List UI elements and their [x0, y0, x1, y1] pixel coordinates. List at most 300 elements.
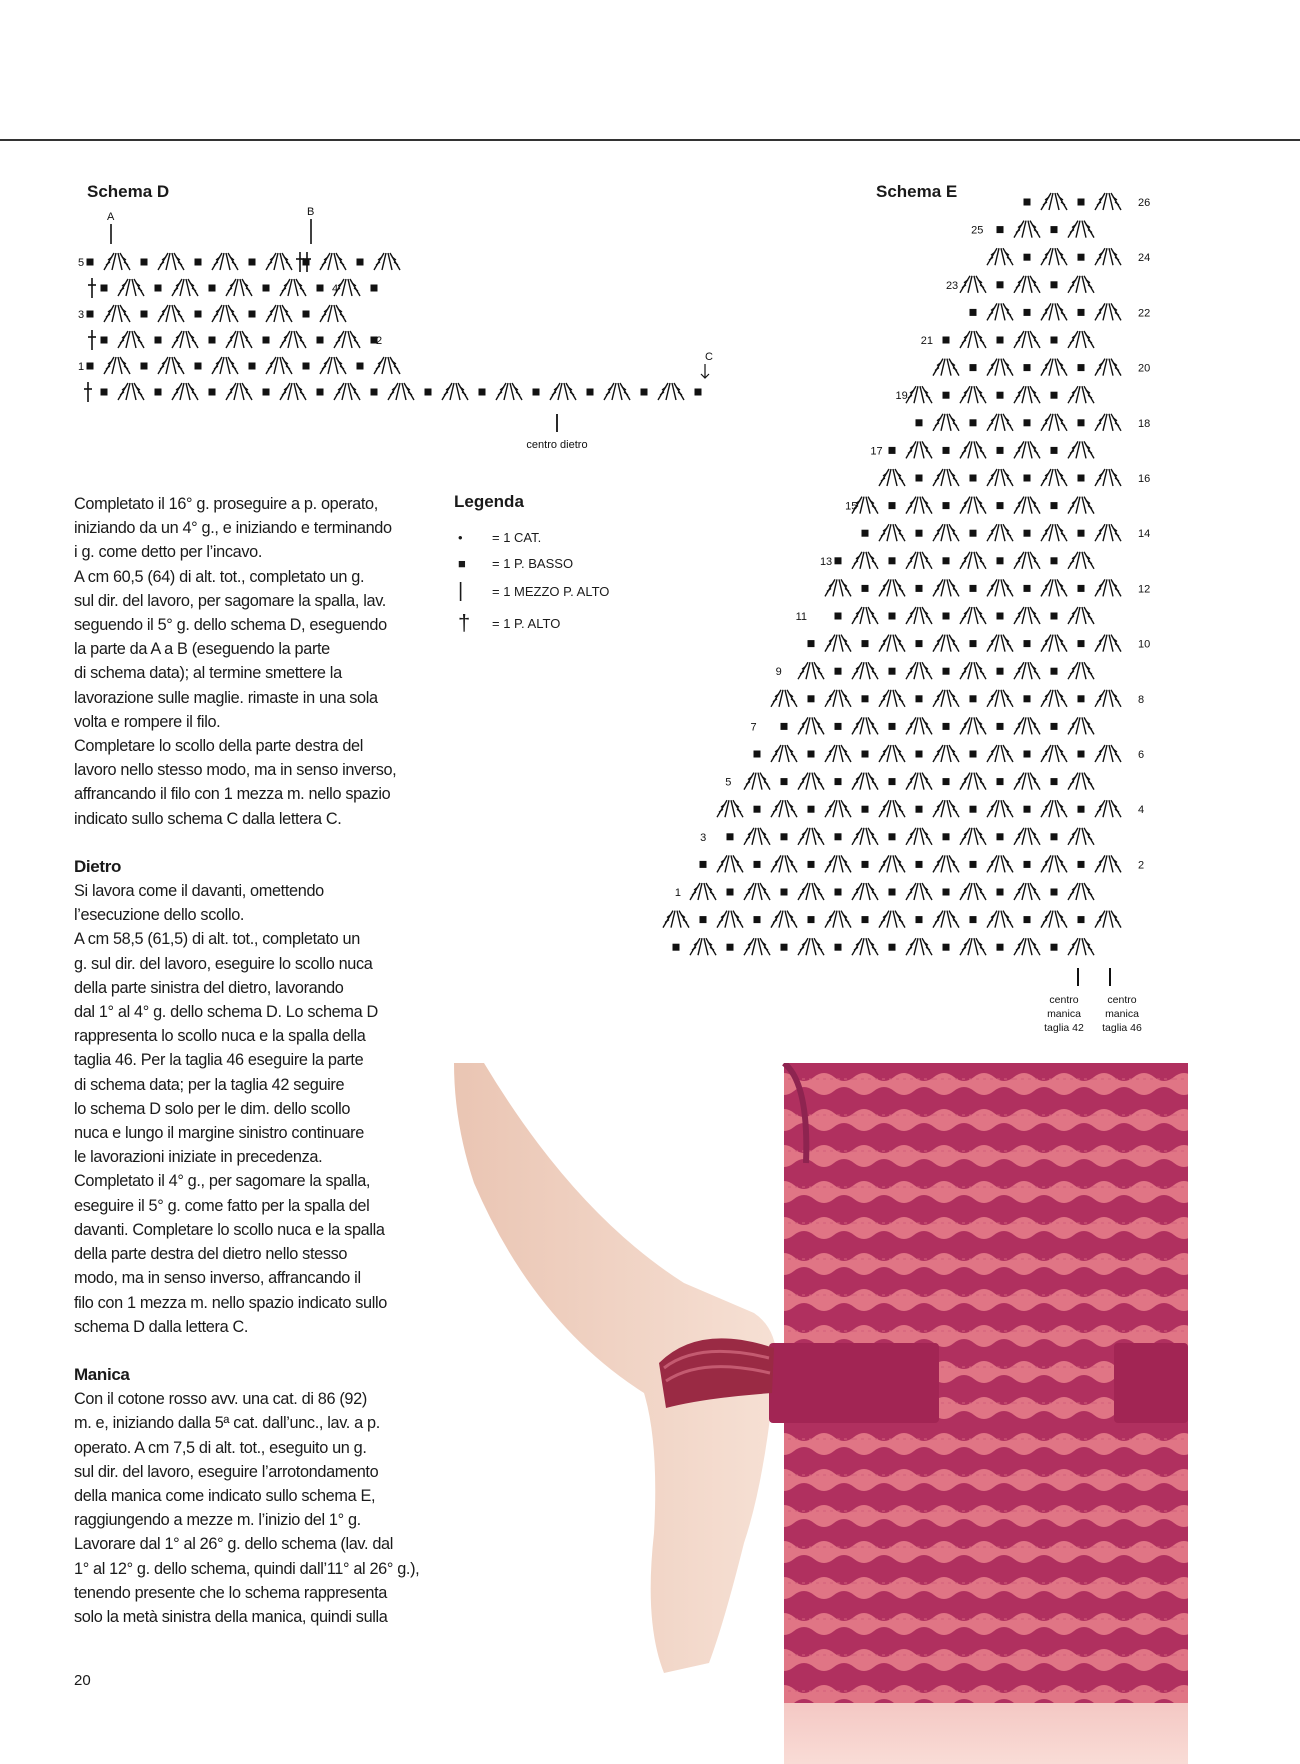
- single-crochet-mark: [997, 226, 1004, 233]
- text-line: eseguire il 5° g. come fatto per la spalla del: [74, 1196, 370, 1215]
- row-number-label: 6: [1138, 749, 1145, 761]
- single-crochet-mark: [943, 447, 950, 454]
- fan-stitch-mark: [879, 524, 905, 541]
- single-crochet-mark: [1078, 530, 1085, 537]
- single-crochet-symbol: ■: [458, 555, 466, 571]
- single-crochet-mark: [1051, 723, 1058, 730]
- single-crochet-mark: [808, 751, 815, 758]
- single-crochet-mark: [87, 311, 94, 318]
- fan-stitch-mark: [987, 635, 1013, 652]
- single-crochet-mark: [195, 363, 202, 370]
- point-b-label: B: [307, 206, 315, 218]
- text-line: schema D dalla lettera C.: [74, 1317, 249, 1336]
- single-crochet-mark: [808, 861, 815, 868]
- row-number-label: 2: [376, 335, 383, 347]
- text-line: sul dir. del lavoro, eseguire l’arrotondamento: [74, 1462, 379, 1481]
- fan-stitch-mark: [1014, 607, 1040, 624]
- fan-stitch-mark: [1041, 469, 1067, 486]
- single-crochet-mark: [1078, 419, 1085, 426]
- fan-stitch-mark: [1041, 800, 1067, 817]
- fan-stitch-mark: [771, 745, 797, 762]
- single-crochet-mark: [425, 389, 432, 396]
- single-crochet-mark: [970, 419, 977, 426]
- fan-stitch-mark: [906, 607, 932, 624]
- single-crochet-mark: [781, 723, 788, 730]
- single-crochet-mark: [997, 337, 1004, 344]
- fan-stitch-mark: [1068, 276, 1094, 293]
- fan-stitch-mark: [212, 305, 238, 322]
- fan-stitch-mark: [118, 331, 144, 348]
- single-crochet-mark: [943, 392, 950, 399]
- fan-stitch-mark: [987, 359, 1013, 376]
- text-line: le lavorazioni iniziate in precedenza.: [74, 1148, 323, 1167]
- row-number-label: 5: [78, 257, 85, 269]
- fan-stitch-mark: [906, 828, 932, 845]
- garment-photo: [454, 1063, 1188, 1764]
- single-crochet-mark: [1051, 502, 1058, 509]
- row-number-label: 14: [1138, 528, 1151, 541]
- single-crochet-mark: [1078, 695, 1085, 702]
- single-crochet-mark: [970, 640, 977, 647]
- row-number-label: 15: [845, 500, 858, 513]
- row-number-label: 4: [1138, 804, 1145, 817]
- fan-stitch-mark: [906, 662, 932, 679]
- single-crochet-mark: [1051, 226, 1058, 233]
- single-crochet-mark: [970, 475, 977, 482]
- text-line: operato. A cm 7,5 di alt. tot., eseguito un g.: [74, 1438, 367, 1457]
- fan-stitch-mark: [933, 911, 959, 928]
- fan-stitch-mark: [550, 383, 576, 400]
- fan-stitch-mark: [104, 305, 130, 322]
- text-line: taglia 46. Per la taglia 46 eseguire la parte: [74, 1051, 364, 1070]
- dietro-paragraph: [74, 879, 434, 1339]
- text-line: i g. come detto per l’incavo.: [74, 543, 263, 562]
- single-crochet-mark: [1051, 889, 1058, 896]
- fan-stitch-mark: [1068, 773, 1094, 790]
- center-46-label: centro: [1107, 994, 1137, 1006]
- fan-stitch-mark: [879, 690, 905, 707]
- fan-stitch-mark: [825, 800, 851, 817]
- fan-stitch-mark: [960, 331, 986, 348]
- single-crochet-mark: [889, 557, 896, 564]
- row-number-label: 1: [674, 887, 681, 899]
- fan-stitch-mark: [987, 855, 1013, 872]
- single-crochet-mark: [835, 557, 842, 564]
- legend-label: = 1 P. ALTO: [492, 615, 561, 631]
- fan-stitch-mark: [798, 717, 824, 734]
- fan-stitch-mark: [879, 579, 905, 596]
- row-number-label: 16: [1138, 473, 1151, 485]
- fan-stitch-mark: [1095, 635, 1121, 652]
- fan-stitch-mark: [987, 248, 1013, 265]
- text-line: Con il cotone rosso avv. una cat. di 86 (92): [74, 1390, 367, 1409]
- single-crochet-mark: [263, 285, 270, 292]
- row-number-label: 7: [750, 721, 757, 734]
- fan-stitch-mark: [852, 662, 878, 679]
- fan-stitch-mark: [906, 717, 932, 734]
- fan-stitch-mark: [960, 497, 986, 514]
- single-crochet-mark: [263, 389, 270, 396]
- point-c-label: C: [705, 351, 713, 363]
- single-crochet-mark: [195, 259, 202, 266]
- single-crochet-mark: [754, 916, 761, 923]
- single-crochet-mark: [781, 778, 788, 785]
- text-line: volta e rompere il filo.: [74, 712, 221, 731]
- single-crochet-mark: [1051, 778, 1058, 785]
- single-crochet-mark: [727, 889, 734, 896]
- single-crochet-mark: [889, 944, 896, 951]
- fan-stitch-mark: [960, 883, 986, 900]
- fan-stitch-mark: [1014, 552, 1040, 569]
- single-crochet-mark: [1024, 364, 1031, 371]
- fan-stitch-mark: [960, 938, 986, 955]
- fan-stitch-mark: [1068, 441, 1094, 458]
- row-number-label: 23: [945, 279, 959, 292]
- single-crochet-mark: [970, 585, 977, 592]
- fan-stitch-mark: [960, 386, 986, 403]
- fan-stitch-mark: [879, 745, 905, 762]
- fan-stitch-mark: [1041, 248, 1067, 265]
- fan-stitch-mark: [798, 938, 824, 955]
- single-crochet-mark: [835, 778, 842, 785]
- text-line: lavoro nello stesso modo, ma in senso inverso,: [74, 761, 397, 780]
- single-crochet-mark: [943, 778, 950, 785]
- fan-stitch-mark: [1095, 524, 1121, 541]
- single-crochet-mark: [970, 861, 977, 868]
- fan-stitch-mark: [690, 938, 716, 955]
- single-crochet-mark: [997, 447, 1004, 454]
- single-crochet-mark: [371, 285, 378, 292]
- fan-stitch-mark: [1068, 331, 1094, 348]
- single-crochet-mark: [1051, 392, 1058, 399]
- fan-stitch-mark: [717, 855, 743, 872]
- fan-stitch-mark: [825, 911, 851, 928]
- single-crochet-mark: [1024, 916, 1031, 923]
- row-number-label: 8: [1138, 693, 1145, 706]
- schema-d-chart: [70, 200, 730, 470]
- row-number-label: 3: [78, 309, 85, 321]
- fan-stitch-mark: [118, 279, 144, 296]
- fan-stitch-mark: [1095, 579, 1121, 596]
- half-double-symbol: |: [458, 579, 464, 602]
- single-crochet-mark: [155, 389, 162, 396]
- fan-stitch-mark: [717, 800, 743, 817]
- fan-stitch-mark: [104, 357, 130, 374]
- single-crochet-mark: [997, 668, 1004, 675]
- fan-stitch-mark: [1095, 303, 1121, 320]
- single-crochet-mark: [754, 806, 761, 813]
- single-crochet-mark: [479, 389, 486, 396]
- fan-stitch-mark: [960, 276, 986, 293]
- fan-stitch-mark: [1095, 800, 1121, 817]
- page-number: 20: [74, 1672, 91, 1689]
- fan-stitch-mark: [374, 357, 400, 374]
- single-crochet-mark: [997, 557, 1004, 564]
- fan-stitch-mark: [1014, 773, 1040, 790]
- single-crochet-mark: [1024, 419, 1031, 426]
- legend-label: = 1 CAT.: [492, 529, 542, 545]
- single-crochet-mark: [1024, 640, 1031, 647]
- fan-stitch-mark: [334, 331, 360, 348]
- fan-stitch-mark: [1095, 911, 1121, 928]
- fan-stitch-mark: [1014, 386, 1040, 403]
- fan-stitch-mark: [1068, 938, 1094, 955]
- single-crochet-mark: [808, 695, 815, 702]
- fan-stitch-mark: [172, 331, 198, 348]
- row-number-label: 2: [1138, 859, 1145, 872]
- fan-stitch-mark: [1095, 745, 1121, 762]
- single-crochet-mark: [1024, 806, 1031, 813]
- row-number-label: 1: [78, 361, 85, 373]
- fan-stitch-mark: [960, 773, 986, 790]
- fan-stitch-mark: [1014, 331, 1040, 348]
- fan-stitch-mark: [1041, 635, 1067, 652]
- single-crochet-mark: [997, 778, 1004, 785]
- intro-paragraph: [74, 492, 434, 831]
- fan-stitch-mark: [879, 800, 905, 817]
- fan-stitch-mark: [960, 441, 986, 458]
- single-crochet-mark: [1078, 585, 1085, 592]
- fan-stitch-mark: [987, 414, 1013, 431]
- text-line: solo la metà sinistra della manica, quindi sulla: [74, 1607, 388, 1626]
- fan-stitch-mark: [906, 552, 932, 569]
- single-crochet-mark: [1078, 640, 1085, 647]
- fan-stitch-mark: [987, 579, 1013, 596]
- text-line: raggiungendo a mezze m. l’inizio del 1° g.: [74, 1511, 361, 1530]
- fan-stitch-mark: [960, 662, 986, 679]
- fan-stitch-mark: [933, 635, 959, 652]
- fan-stitch-mark: [1095, 690, 1121, 707]
- fan-stitch-mark: [933, 855, 959, 872]
- text-line: seguendo il 5° g. dello schema D, eseguendo: [74, 616, 387, 635]
- fan-stitch-mark: [158, 357, 184, 374]
- fan-stitch-mark: [118, 383, 144, 400]
- fan-stitch-mark: [987, 745, 1013, 762]
- single-crochet-mark: [997, 889, 1004, 896]
- single-crochet-mark: [889, 833, 896, 840]
- single-crochet-mark: [317, 285, 324, 292]
- fan-stitch-mark: [1041, 193, 1067, 210]
- fan-stitch-mark: [1068, 552, 1094, 569]
- fan-stitch-mark: [852, 773, 878, 790]
- single-crochet-mark: [209, 337, 216, 344]
- fan-stitch-mark: [1068, 221, 1094, 238]
- fan-stitch-mark: [104, 253, 130, 270]
- single-crochet-mark: [997, 613, 1004, 620]
- single-crochet-mark: [916, 419, 923, 426]
- single-crochet-mark: [249, 311, 256, 318]
- row-number-label: 24: [1138, 252, 1151, 265]
- single-crochet-mark: [1078, 254, 1085, 261]
- fan-stitch-mark: [987, 690, 1013, 707]
- fan-stitch-mark: [960, 552, 986, 569]
- fan-stitch-mark: [266, 357, 292, 374]
- single-crochet-mark: [357, 363, 364, 370]
- row-number-label: 10: [1138, 638, 1151, 651]
- single-crochet-mark: [970, 364, 977, 371]
- instructions-text: [74, 492, 434, 1629]
- single-crochet-mark: [862, 695, 869, 702]
- text-line: indicato sullo schema C dalla lettera C.: [74, 809, 342, 828]
- fan-stitch-mark: [226, 383, 252, 400]
- row-number-label: 9: [775, 666, 782, 679]
- fan-stitch-mark: [906, 441, 932, 458]
- single-crochet-mark: [916, 585, 923, 592]
- text-line: dal 1° al 4° g. dello schema D. Lo schema D: [74, 1003, 378, 1022]
- single-crochet-mark: [727, 944, 734, 951]
- single-crochet-mark: [249, 259, 256, 266]
- fan-stitch-mark: [280, 331, 306, 348]
- fan-stitch-mark: [1095, 359, 1121, 376]
- row-number-label: 20: [1138, 362, 1151, 375]
- fan-stitch-mark: [496, 383, 522, 400]
- text-line: davanti. Completare lo scollo nuca e la spalla: [74, 1220, 385, 1239]
- fan-stitch-mark: [933, 745, 959, 762]
- single-crochet-mark: [673, 944, 680, 951]
- fan-stitch-mark: [690, 883, 716, 900]
- single-crochet-mark: [916, 475, 923, 482]
- single-crochet-mark: [1078, 309, 1085, 316]
- single-crochet-mark: [889, 502, 896, 509]
- single-crochet-mark: [862, 585, 869, 592]
- single-crochet-mark: [101, 389, 108, 396]
- single-crochet-mark: [141, 363, 148, 370]
- legend-label: = 1 P. BASSO: [492, 555, 574, 571]
- fan-stitch-mark: [1014, 883, 1040, 900]
- fan-stitch-mark: [1014, 717, 1040, 734]
- text-line: la parte da A a B (eseguendo la parte: [74, 640, 330, 659]
- fan-stitch-mark: [987, 800, 1013, 817]
- single-crochet-mark: [533, 389, 540, 396]
- single-crochet-mark: [101, 337, 108, 344]
- legend-row: [454, 576, 694, 606]
- fan-stitch-mark: [1014, 276, 1040, 293]
- single-crochet-mark: [781, 833, 788, 840]
- schema-e-title: Schema E: [876, 182, 958, 201]
- center-42-label: taglia 42: [1044, 1022, 1084, 1034]
- fan-stitch-mark: [1041, 359, 1067, 376]
- fan-stitch-mark: [987, 469, 1013, 486]
- single-crochet-mark: [1051, 944, 1058, 951]
- manica-heading: Manica: [74, 1364, 130, 1384]
- fan-stitch-mark: [1014, 441, 1040, 458]
- single-crochet-mark: [889, 447, 896, 454]
- fan-stitch-mark: [933, 690, 959, 707]
- fan-stitch-mark: [825, 635, 851, 652]
- text-line: l’esecuzione dello scollo.: [74, 906, 245, 925]
- single-crochet-mark: [943, 557, 950, 564]
- single-crochet-mark: [808, 806, 815, 813]
- fan-stitch-mark: [1041, 911, 1067, 928]
- single-crochet-mark: [862, 916, 869, 923]
- single-crochet-mark: [835, 944, 842, 951]
- single-crochet-mark: [1078, 364, 1085, 371]
- fan-stitch-mark: [1068, 497, 1094, 514]
- fan-stitch-mark: [1095, 193, 1121, 210]
- single-crochet-mark: [997, 944, 1004, 951]
- fan-stitch-mark: [158, 253, 184, 270]
- single-crochet-mark: [1024, 751, 1031, 758]
- single-crochet-mark: [943, 613, 950, 620]
- fan-stitch-mark: [1014, 497, 1040, 514]
- double-crochet-symbol: †: [458, 610, 471, 635]
- single-crochet-mark: [970, 309, 977, 316]
- manica-paragraph: [74, 1387, 434, 1629]
- fan-stitch-mark: [172, 383, 198, 400]
- fan-stitch-mark: [212, 357, 238, 374]
- single-crochet-mark: [943, 723, 950, 730]
- text-line: filo con 1 mezza m. nello spazio indicato sullo: [74, 1293, 387, 1312]
- text-line: A cm 58,5 (61,5) di alt. tot., completato un: [74, 930, 360, 949]
- text-line: iniziando da un 4° g., e iniziando e terminando: [74, 519, 392, 538]
- single-crochet-mark: [1078, 916, 1085, 923]
- single-crochet-mark: [916, 640, 923, 647]
- single-crochet-mark: [1024, 309, 1031, 316]
- fan-stitch-mark: [987, 303, 1013, 320]
- fan-stitch-mark: [266, 305, 292, 322]
- fan-stitch-mark: [1068, 828, 1094, 845]
- fan-stitch-mark: [798, 883, 824, 900]
- single-crochet-mark: [889, 668, 896, 675]
- single-crochet-mark: [371, 389, 378, 396]
- single-crochet-mark: [587, 389, 594, 396]
- striped-top-illustration: [454, 1063, 1188, 1764]
- single-crochet-mark: [209, 285, 216, 292]
- fan-stitch-mark: [852, 552, 878, 569]
- fan-stitch-mark: [879, 469, 905, 486]
- row-number-label: 3: [700, 831, 707, 844]
- row-number-label: 22: [1138, 307, 1151, 320]
- single-crochet-mark: [808, 640, 815, 647]
- fan-stitch-mark: [798, 662, 824, 679]
- single-crochet-mark: [87, 259, 94, 266]
- fan-stitch-mark: [825, 579, 851, 596]
- fan-stitch-mark: [1014, 828, 1040, 845]
- text-line: Completare lo scollo della parte destra del: [74, 737, 364, 756]
- single-crochet-mark: [997, 723, 1004, 730]
- single-crochet-mark: [317, 337, 324, 344]
- row-number-label: 4: [332, 283, 339, 295]
- fan-stitch-mark: [933, 359, 959, 376]
- text-line: di schema data; per la taglia 42 seguire: [74, 1075, 345, 1094]
- single-crochet-mark: [943, 337, 950, 344]
- fan-stitch-mark: [442, 383, 468, 400]
- legend-row: [454, 550, 694, 576]
- double-crochet-mark: [88, 278, 96, 298]
- fan-stitch-mark: [933, 414, 959, 431]
- fan-stitch-mark: [212, 253, 238, 270]
- schema-e-chart: [660, 180, 1160, 1040]
- fan-stitch-mark: [1014, 938, 1040, 955]
- single-crochet-mark: [997, 502, 1004, 509]
- row-number-label: 18: [1138, 417, 1151, 430]
- fan-stitch-mark: [1014, 221, 1040, 238]
- fan-stitch-mark: [852, 607, 878, 624]
- fan-stitch-mark: [374, 253, 400, 270]
- center-42-label: manica: [1047, 1008, 1081, 1020]
- single-crochet-mark: [970, 695, 977, 702]
- single-crochet-mark: [916, 916, 923, 923]
- fan-stitch-mark: [1068, 386, 1094, 403]
- single-crochet-mark: [317, 389, 324, 396]
- single-crochet-mark: [87, 363, 94, 370]
- fan-stitch-mark: [879, 635, 905, 652]
- single-crochet-mark: [1024, 199, 1031, 206]
- fan-stitch-mark: [771, 800, 797, 817]
- single-crochet-mark: [1024, 475, 1031, 482]
- single-crochet-mark: [1051, 337, 1058, 344]
- fan-stitch-mark: [158, 305, 184, 322]
